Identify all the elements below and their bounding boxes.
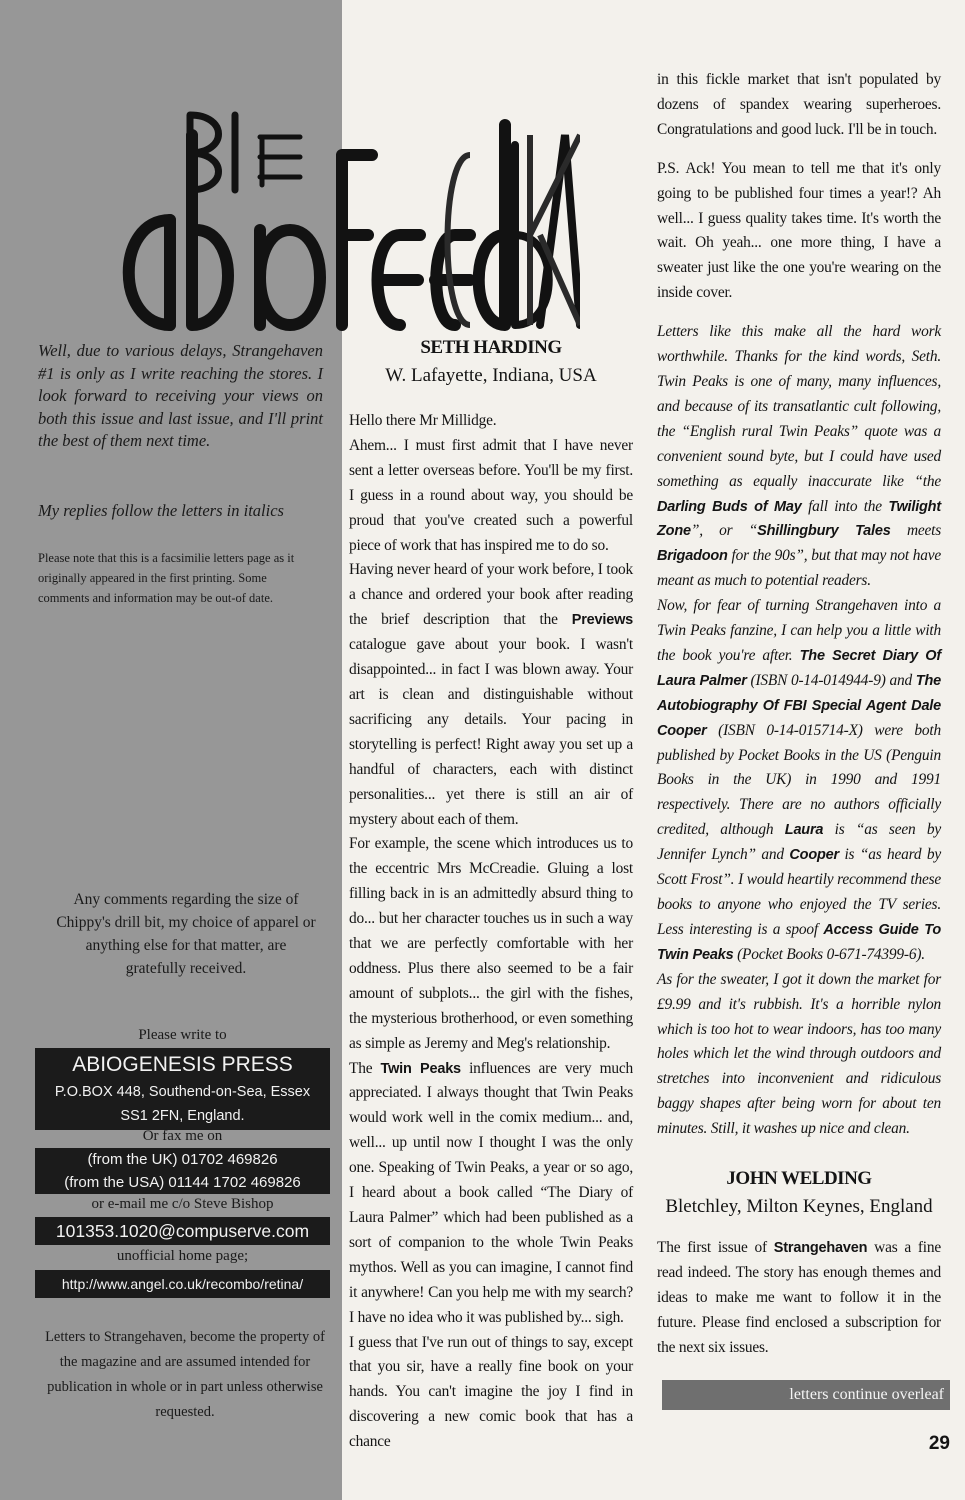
letter-author-location: Bletchley, Milton Keynes, England — [665, 1196, 933, 1218]
text-span: Letters like this make all the hard work worthwhile. Thanks for the kind words, Seth. Twin Peaks is one of many, many influences, and because of its transatlantic cult following, the “English rural Twin Peaks” quote was a convenient sound byte, but I could have used something as equally inaccurate like “the — [657, 323, 941, 490]
letter-paragraph: I guess that I've run out of things to say, except that you sir, have a really fine book on your hands. You can't imagine the joy I find in discovering a new comic book that has a chance — [349, 1333, 633, 1451]
text-span: Having never heard of your work before, I took a chance and ordered your book after reading the brief description that the — [349, 561, 633, 629]
book-title: Darling Buds of May — [657, 498, 802, 515]
abiofeedback-logo — [110, 95, 580, 335]
fax-label: Or fax me on — [142, 1128, 223, 1144]
text-span: The first issue of — [657, 1239, 767, 1257]
copyright-note: Letters to Strangehaven, become the property of the magazine and are assumed intended for publication in whole or in part unless otherwise requested. — [45, 1329, 325, 1420]
text-span: influences are very much appreciated. I always thought that Twin Peaks would work well in the comix medium... and, well... up until now I thought I was the only one. Speaking of Twin Peaks, a year or so ago, I heard about a book called “The Diary of Laura Palmer” which had been published as a sort of companion to the whole Twin Peaks mythos. Well as you can imagine, I cannot find it anywhere! Can you help me with my search? I have no idea who it was published by... sigh. — [349, 1059, 633, 1326]
continued-overleaf-banner: letters continue overleaf — [662, 1380, 950, 1410]
text-span: (ISBN 0-14-014944-9) and — [750, 671, 912, 689]
homepage-label: unofficial home page; — [116, 1248, 249, 1264]
facsimile-note: Please note that this is a facsimilie letters page as it originally appeared in the first printing. Some comments and information may be out-of date. — [38, 551, 295, 605]
logo-text: aBioFeedbacK — [120, 320, 127, 321]
book-title: Access Guide To Twin Peaks — [657, 921, 941, 963]
reply-paragraph — [657, 320, 941, 594]
twin-peaks-title: Twin Peaks — [380, 1060, 461, 1077]
letter-postscript: P.S. Ack! You mean to tell me that it's only going to be published four times a year!? Ah well... I guess quality takes time. It's worth the wait. Oh yeah... one more thing, I have a sweater just like the one you're wearing on the inside cover. — [657, 159, 941, 302]
fax-box — [35, 1148, 330, 1194]
address-line-2: SS1 2FN, England. — [120, 1108, 245, 1124]
email-label: or e-mail me c/o Steve Bishop — [91, 1196, 274, 1212]
text-span: meets — [906, 522, 941, 540]
letter-paragraph: Ahem... I must first admit that I have never sent a letter overseas before. You'll be my first. I guess in a round about way, you should be proud that you've created such a powerful piece of work that has inspired me to do so. — [349, 436, 633, 554]
homepage-link[interactable]: http://www.angel.co.uk/recombo/retina/ — [35, 1270, 330, 1298]
comments-note: Any comments regarding the size of Chippy's drill bit, my choice of apparel or anything else for that matter, are gratefully received. — [56, 891, 316, 977]
book-title: The Secret Diary Of Laura Palmer — [657, 647, 941, 689]
text-span: Now, for fear of turning Strangehaven into a Twin Peaks fanzine, I can help you a little with the book you're after. — [657, 597, 941, 664]
text-span: is “as heard by Scott Frost”. I would heartily recommend these books to anyone who enjoyed the TV series. Less interesting is a spoof — [657, 846, 942, 938]
text-span: fall into the — [808, 497, 882, 515]
book-title: Laura — [784, 822, 824, 839]
letter-paragraph — [349, 1057, 633, 1331]
fax-usa: (from the USA) 01144 1702 469826 — [64, 1174, 301, 1191]
editor-reply — [657, 320, 941, 1142]
text-span: ”, or “ — [690, 522, 758, 540]
strangehaven-title: Strangehaven — [773, 1240, 868, 1257]
address-box — [35, 1048, 330, 1130]
page-number: 29 — [928, 1433, 950, 1454]
text-span: for the 90s”, but that may not have meant as much to potential readers. — [657, 547, 941, 590]
reply-paragraph: As for the sweater, I got it down the market for £9.99 and it's rubbish. It's a horrible nylon which is too hot to wear indoors, has too many holes which let the wind through outdoors and stretches into inconvenient and ridiculous baggy shapes after being worn for about ten minutes. Still, it washes up nice and clean. — [657, 970, 941, 1138]
text-span: (ISBN 0-14-015714-X) were both published by Pocket Books in the US (Penguin Books in the UK) in 1990 and 1991 respectively. There are no authors officially credited, although — [657, 721, 941, 839]
letter-continuation: in this fickle market that isn't populated by dozens of spandex wearing superheroes. Congratulations and good luck. I'll be in touch. — [657, 71, 941, 138]
text-span: is “as seen by Jennifer Lynch” and — [657, 821, 941, 864]
email-address[interactable]: 101353.1020@compuserve.com — [35, 1217, 330, 1245]
letter-paragraph: For example, the scene which introduces us to the eccentric Mrs McCreadie. Gluing a lost filling back in is an admittedly absurd thing to do... but her character touches us in such a way that we are perfectly comfortable with her oddness. Plus there also seemed to be a fair amount of subplots... the girl with the fishes, the mysterious brotherhood, or even something as simple as Jeremy and Meg's relationship. — [349, 835, 633, 1052]
text-span: (Pocket Books 0-671-74399-6). — [737, 945, 925, 963]
letter-john-welding — [657, 1168, 941, 1361]
reply-paragraph — [657, 594, 941, 968]
right-column — [657, 68, 941, 1361]
fax-uk: (from the UK) 01702 469826 — [87, 1151, 278, 1168]
book-title: Brigadoon — [657, 548, 728, 565]
letter-paragraph — [349, 558, 633, 832]
text-span: was a fine read indeed. The story has enough themes and ideas to make me want to follow it in the future. Please find enclosed a subscription for the next six issues. — [657, 1239, 941, 1356]
write-to-label: Please write to — [138, 1027, 227, 1043]
replies-note: My replies follow the letters in italics — [38, 501, 284, 520]
book-title: The Autobiography Of FBI Special Agent Dale Cooper — [657, 672, 941, 739]
address-line-1: P.O.BOX 448, Southend-on-Sea, Essex — [54, 1084, 311, 1100]
letter-seth-harding — [349, 337, 633, 1455]
letter-author-name: SETH HARDING — [420, 337, 562, 358]
book-title: Cooper — [789, 847, 839, 864]
letter-author-location: W. Lafayette, Indiana, USA — [385, 365, 597, 386]
press-name: ABIOGENESIS PRESS — [72, 1053, 293, 1076]
letter-greeting: Hello there Mr Millidge. — [349, 412, 497, 429]
letter-paragraph — [657, 1236, 941, 1361]
letter-author-name: JOHN WELDING — [726, 1168, 872, 1190]
text-span: catalogue gave about your book. I wasn't disappointed... in fact I was blown away. Your art is clean and distinguishable without sacrificing any details. Your pacing in storytelling is perfect! Right away you set up a handful of characters, each with distinct personalities... yet there is still an air of mystery about each of them. — [349, 636, 633, 828]
book-title: Shillingbury Tales — [757, 523, 891, 540]
previews-title: Previews — [571, 612, 634, 629]
book-title: Twilight Zone — [657, 498, 941, 540]
text-span: The — [349, 1059, 373, 1077]
sidebar-intro: Well, due to various delays, Strangehaven #1 is only as I write reaching the stores. I look forward to receiving your views on both this issue and last issue, and I'll print the best of them next time. — [38, 341, 323, 450]
